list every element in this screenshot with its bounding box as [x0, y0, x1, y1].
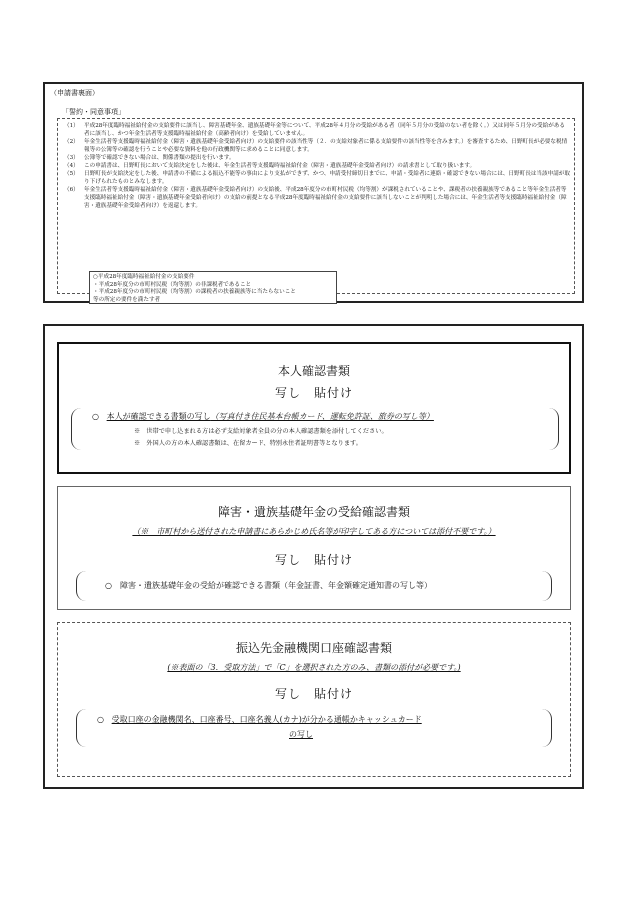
identity-note: ※ 外国人の方の本人確認書類は、在留カード、特別永住者証明書等となります。 [134, 440, 362, 447]
pledge-item [64, 162, 570, 170]
pledge-list [64, 122, 570, 210]
pledge-title: 「誓約・同意事項」 [62, 108, 125, 116]
pension-item: ○ 障害・遺族基礎年金の受給が確認できる書類（年金証書、年金額確定通知書の写し等） [105, 581, 432, 590]
pledge-item-text: 年金生活者等支援臨時福祉給付金（障害・遺族基礎年金受給者向け）の支給後、平成28年度分の市町村民税（均等割）が課税されていることや、課税者の扶養親族等であること等年金生活者等支援臨時福祉給付金（障害・遺族基礎年金受給者向け）の支給の前提となる平成28年度臨時福祉給付金の支給要件に該当しないことが判明した場合には、年金生活者等支援臨時福祉給付金（障害・遺族基礎年金受給者向け）を返還します。 [84, 187, 567, 209]
bank-item-line2: の写し [289, 730, 313, 739]
pledge-item-number: （5） [64, 171, 79, 177]
page-header-label: （申請書裏面） [50, 89, 99, 97]
pledge-item-text: この申請書は、日野町長において支給決定をした後は、年金生活者等支援臨時福祉給付金（障害・遺族基礎年金受給者向け）の請求書として取り扱います。 [84, 163, 476, 169]
bank-account-documents-section [57, 622, 571, 777]
pledge-inner-frame [57, 118, 575, 303]
pledge-item-number: （3） [64, 155, 79, 161]
pledge-item [64, 138, 570, 154]
pension-documents-section [57, 486, 571, 610]
attachment-bracket [76, 709, 552, 747]
section-title: 本人確認書類 [277, 364, 350, 378]
section-note-text: (※表面の「3．受取方法」で「C」を選択された方のみ、書類の添付が必要です。) [167, 663, 461, 672]
section-title: 障害・遺族基礎年金の受給確認書類 [217, 505, 410, 519]
pledge-item [64, 186, 570, 210]
pledge-item [64, 122, 570, 138]
identity-note: ※ 世帯で申し込まれる方は必ず支給対象者全員の分の本人確認書類を添付してください。 [134, 428, 388, 435]
bank-item [97, 714, 422, 725]
pledge-item [64, 170, 570, 186]
attachment-bracket [71, 408, 559, 450]
identity-item [92, 411, 434, 422]
pledge-item-number: （4） [64, 163, 79, 169]
attach-copy-label: 写し 貼付け [274, 553, 353, 567]
pledge-item-number: （1） [64, 123, 79, 129]
pledge-item-number: （6） [64, 187, 79, 193]
condition-line: 等の所定の要件を満たす者 [93, 296, 161, 303]
pledge-item-text: 年金生活者等支援臨時福祉給付金（障害・遺族基礎年金受給者向け）の支給要件の該当性等（２．の支給対象者に係る支給要件の該当性等を含みます。）を審査するため、日野町長が必要な税情報等の公簿等の確認を行うことや必要な資料を他の行政機関等に求めることに同意します。 [84, 139, 568, 153]
attachment-bracket [76, 571, 552, 601]
pledge-item-text: 日野町長が支給決定をした後、申請書の不備による振込不能等の事由により支払ができず、かつ、申請受付締切日までに、申請・受給者に連絡・確認できない場合には、日野町長は当該申請が取り下げられたものとみなします。 [84, 171, 570, 185]
condition-line: ○平成28年度臨時福祉給付金の支給要件 [93, 274, 195, 280]
attach-copy-label: 写し 貼付け [274, 687, 353, 701]
pledge-item [64, 154, 570, 162]
pledge-item-number: （2） [64, 139, 79, 145]
attachment-box [43, 324, 584, 789]
section-note [58, 662, 570, 673]
condition-line: ・平成28年度分の市町村民税（均等割）の課税者の扶養親族等に当たらないこと [93, 289, 296, 296]
identity-item-examples: （写真付き住民基本台帳カード、運転免許証、旅券の写し等） [210, 412, 434, 421]
bullet-circle: ○ [92, 412, 99, 421]
attach-copy-label: 写し 貼付け [274, 386, 353, 400]
condition-line: ・平成28年度分の市町村民税（均等割）の非課税者であること [93, 281, 252, 288]
bullet-circle: ○ [97, 715, 104, 724]
section-note [58, 526, 570, 537]
eligibility-conditions-box [89, 271, 337, 304]
pledge-item-text: 公簿等で確認できない場合は、関係書類の提出を行います。 [84, 155, 235, 161]
section-title: 振込先金融機関口座確認書類 [235, 641, 392, 655]
identity-item-main: 本人が確認できる書類の写し [106, 412, 211, 421]
identity-documents-section [57, 342, 571, 474]
pledge-box [43, 82, 584, 303]
pledge-item-text: 平成28年度臨時福祉給付金の支給要件に該当し、障害基礎年金、遺族基礎年金等について、平成28年４月分の受給がある者（同年５月分の受給のない者を除く。）又は同年５月分の受給がある者に該当し、かつ年金生活者等支援臨時福祉給付金（高齢者向け）を受給していません。 [84, 123, 565, 137]
bank-item-line1: 受取口座の金融機関名、口座番号、口座名義人(カナ)が分かる通帳かキャッシュカード [111, 715, 422, 724]
section-note-text: （※ 市町村から送付された申請書にあらかじめ氏名等が印字してある方については添付不要です。） [132, 527, 496, 536]
